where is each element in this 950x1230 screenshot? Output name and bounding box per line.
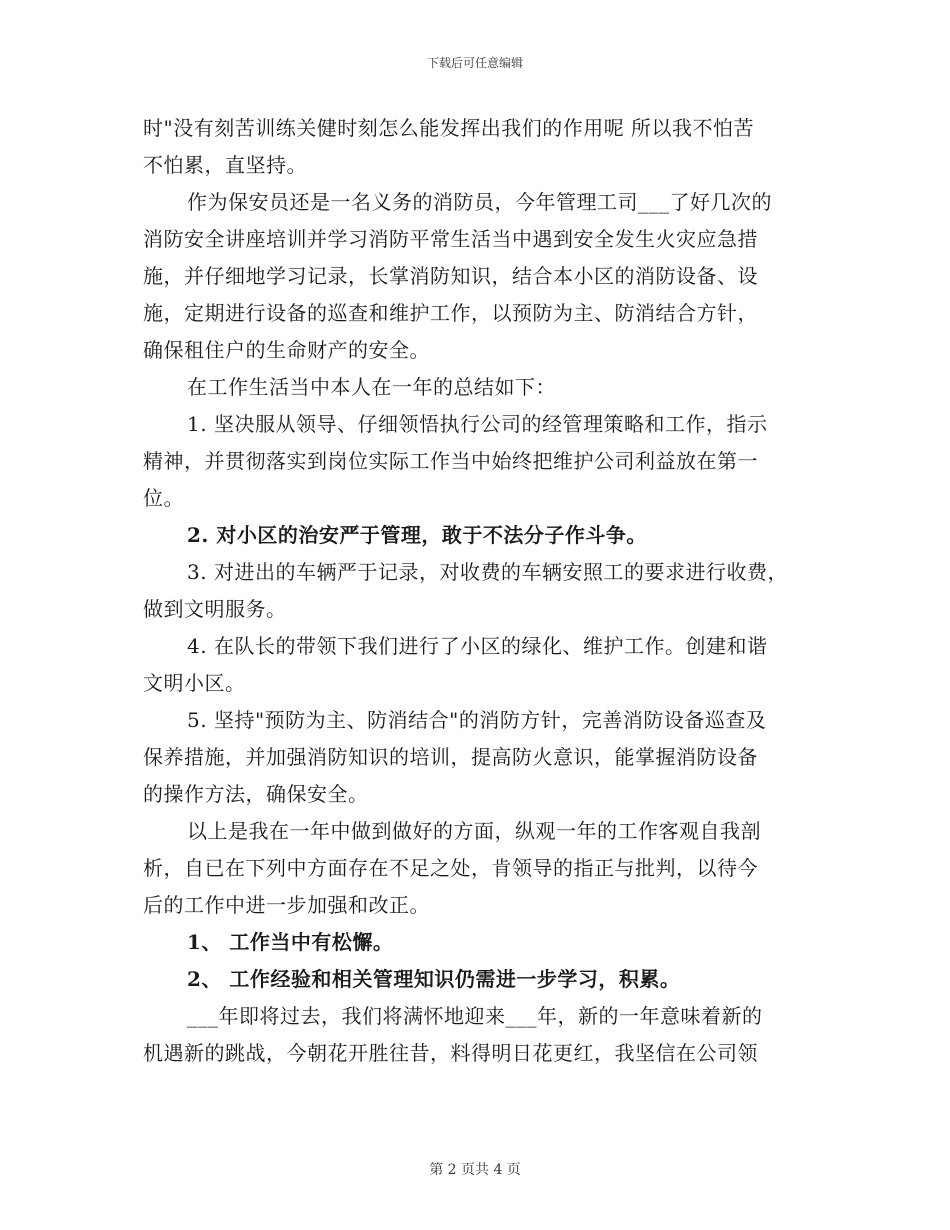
text-line: 3. 对进出的车辆严于记录，对收费的车辆安照工的要求进行收费，: [187, 560, 788, 584]
text-line: 在工作生活当中本人在一年的总结如下：: [187, 375, 556, 399]
text-line: 保养措施，并加强消防知识的培训，提高防火意识，能掌握消防设备: [143, 745, 758, 769]
text-line: 施，并仔细地学习记录，长掌消防知识，结合本小区的消防设备、设: [143, 264, 758, 288]
text-line: 的操作方法，确保安全。: [143, 782, 369, 806]
text-line: ___年即将过去，我们将满怀地迎来___年，新的一年意味着新的: [187, 1004, 763, 1028]
text-line: 作为保安员还是一名义务的消防员，今年管理工司___了好几次的: [187, 190, 772, 214]
text-line: 确保租住户的生命财产的安全。: [143, 338, 430, 362]
text-line: 做到文明服务。: [143, 597, 287, 621]
text-line: 机遇新的跳战，今朝花开胜往昔，料得明日花更红，我坚信在公司领: [143, 1041, 758, 1065]
text-line: 消防安全讲座培训并学习消防平常生活当中遇到安全发生火灾应急措: [143, 227, 758, 251]
text-line: 5. 坚持"预防为主、防消结合"的消防方针，完善消防设备巡查及: [187, 708, 767, 732]
text-line: 2. 对小区的治安严于管理，敢于不法分子作斗争。: [187, 523, 647, 547]
text-line: 时"没有刻苦训练关健时刻怎么能发挥出我们的作用呢 所以我不怕苦: [143, 116, 755, 140]
text-line: 析，自已在下列中方面存在不足之处，肯领导的指正与批判，以待今: [143, 856, 758, 880]
text-line: 1. 坚决服从领导、仔细领悟执行公司的经管理策略和工作，指示: [187, 412, 768, 436]
page-footer: 第 2 页共 4 页: [429, 1162, 521, 1178]
text-line: 施，定期进行设备的巡查和维护工作，以预防为主、防消结合方针，: [143, 301, 758, 325]
text-line: 精神，并贯彻落实到岗位实际工作当中始终把维护公司利益放在第一: [143, 449, 758, 473]
text-line: 后的工作中进一步加强和改正。: [143, 893, 430, 917]
page-header-note: 下载后可任意编辑: [426, 56, 523, 70]
text-line: 2、 工作经验和相关管理知识仍需进一步学习，积累。: [187, 967, 681, 991]
text-line: 文明小区。: [143, 671, 246, 695]
text-line: 1、 工作当中有松懈。: [187, 930, 394, 954]
text-line: 以上是我在一年中做到做好的方面，纵观一年的工作客观自我剖: [187, 819, 761, 843]
text-line: 位。: [143, 486, 184, 510]
text-line: 4. 在队长的带领下我们进行了小区的绿化、维护工作。创建和谐: [187, 634, 768, 658]
text-line: 不怕累，直坚持。: [143, 153, 307, 177]
document-body: [143, 110, 811, 1072]
